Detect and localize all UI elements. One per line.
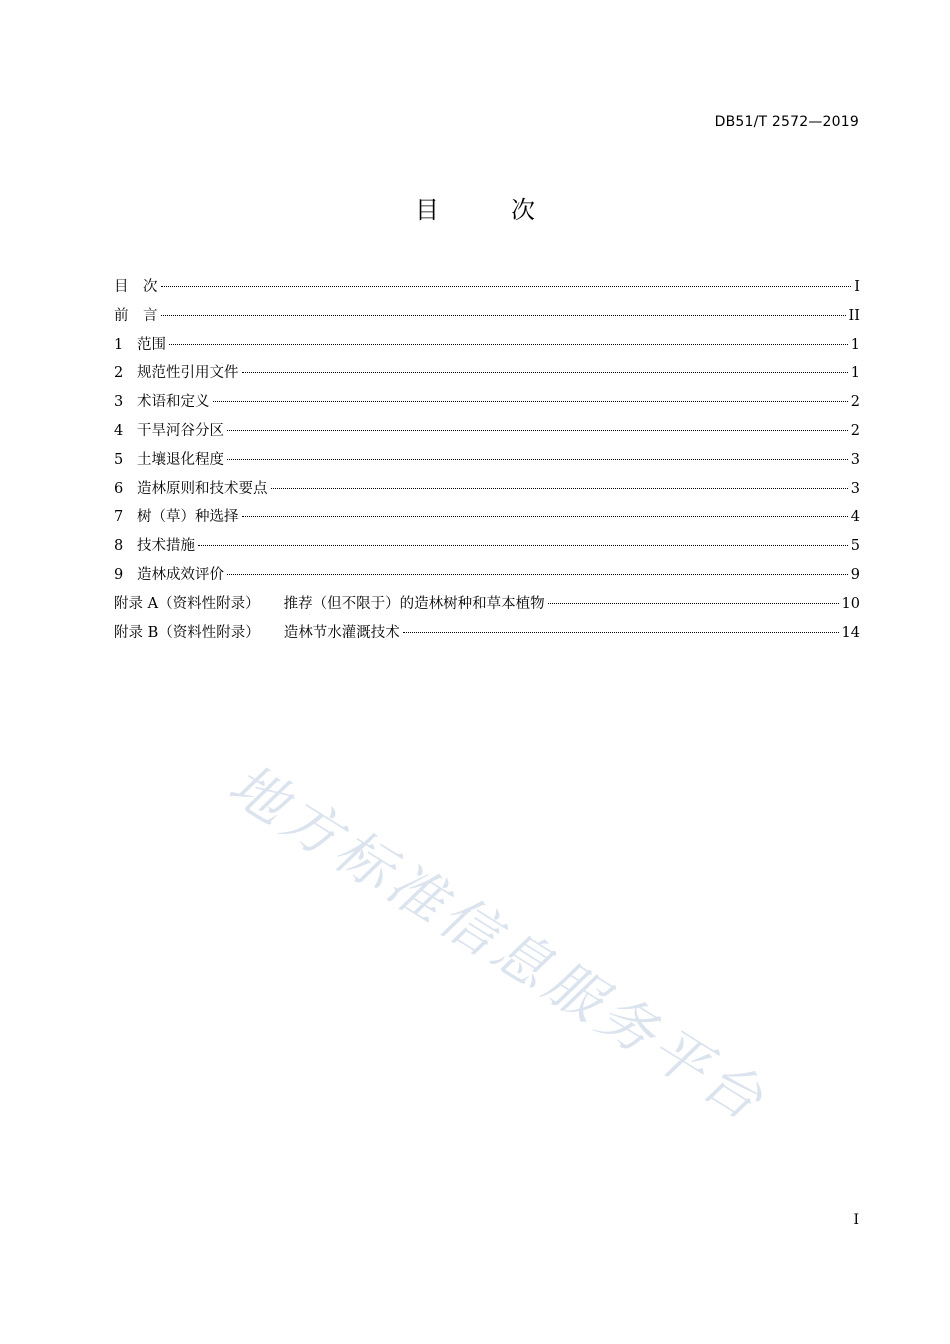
toc-leader-dots [227,459,848,460]
toc-page-number: II [848,307,860,324]
toc-entry-title [114,532,195,561]
toc-page-number: 3 [850,480,860,497]
toc-entry-label: 目 次 [114,279,158,295]
toc-leader-dots [161,315,846,316]
toc-entry-number: 5 [114,451,124,468]
toc-entry-number: 2 [114,365,124,382]
page-number: I [853,1212,859,1228]
toc-page-number: 14 [841,624,860,641]
toc-entry-label: 造林原则和技术要点 [137,480,268,497]
page-title: 目 次 [415,196,559,224]
table-of-contents [114,273,860,647]
toc-entry-subtitle: 造林节水灌溉技术 [283,624,400,641]
toc-entry-label: 附录 B（资料性附录） [114,624,260,641]
toc-entry-label: 规范性引用文件 [137,365,239,382]
toc-entry-number: 9 [114,566,124,583]
toc-entry-label: 技术措施 [137,538,195,555]
toc-page-number: 2 [850,422,860,439]
toc-entry[interactable] [114,359,860,388]
toc-page-number: I [854,279,860,295]
toc-entry-title [114,446,224,475]
toc-entry-number: 6 [114,480,124,497]
toc-page-number: 2 [850,394,860,411]
toc-entry[interactable] [114,503,860,532]
toc-page-number: 10 [841,595,860,612]
toc-page-number: 1 [850,365,860,382]
toc-entry[interactable] [114,590,860,619]
toc-page-number: 3 [850,451,860,468]
toc-entry-title [114,503,239,532]
toc-leader-dots [198,545,848,546]
toc-page-number: 5 [850,538,860,555]
toc-entry-label: 土壤退化程度 [137,451,224,468]
toc-entry-title [114,561,224,590]
toc-entry-title [114,475,268,504]
toc-leader-dots [271,488,848,489]
toc-entry-title [114,590,545,619]
standard-code: DB51/T 2572—2019 [714,114,859,130]
toc-entry-label: 范围 [137,336,166,353]
toc-entry-title [114,417,224,446]
watermark: 地方标准信息服务平台 [217,751,778,1136]
toc-entry-title [114,359,239,388]
toc-entry-title [114,331,166,360]
toc-leader-dots [161,286,852,287]
toc-entry-number: 1 [114,336,124,353]
toc-entry-title [114,388,210,417]
toc-entry[interactable] [114,388,860,417]
toc-leader-dots [242,372,848,373]
toc-entry[interactable] [114,331,860,360]
toc-entry-subtitle: 推荐（但不限于）的造林树种和草本植物 [283,595,545,612]
toc-entry[interactable] [114,475,860,504]
toc-leader-dots [548,603,839,604]
toc-entry-number: 7 [114,509,124,526]
toc-entry[interactable] [114,273,860,302]
toc-entry-number: 3 [114,394,124,411]
toc-entry[interactable] [114,446,860,475]
toc-entry-label: 前 言 [114,307,158,324]
toc-entry[interactable] [114,417,860,446]
toc-leader-dots [403,632,839,633]
toc-leader-dots [169,344,848,345]
toc-entry-number: 4 [114,422,124,439]
toc-entry-title [114,619,400,648]
toc-entry-label: 干旱河谷分区 [137,422,224,439]
toc-page-number: 1 [850,336,860,353]
toc-entry-label: 术语和定义 [137,394,210,411]
toc-entry-number: 8 [114,538,124,555]
toc-page-number: 9 [850,566,860,583]
toc-entry[interactable] [114,302,860,331]
toc-leader-dots [227,574,848,575]
toc-leader-dots [213,401,848,402]
toc-page-number: 4 [850,509,860,526]
toc-leader-dots [227,430,848,431]
toc-entry-label: 树（草）种选择 [137,509,239,526]
toc-entry-title [114,273,158,302]
toc-entry-title [114,302,158,331]
toc-entry-label: 造林成效评价 [137,566,224,583]
toc-entry[interactable] [114,561,860,590]
toc-leader-dots [242,516,848,517]
toc-entry[interactable] [114,619,860,648]
toc-entry-label: 附录 A（资料性附录） [114,595,260,612]
toc-entry[interactable] [114,532,860,561]
